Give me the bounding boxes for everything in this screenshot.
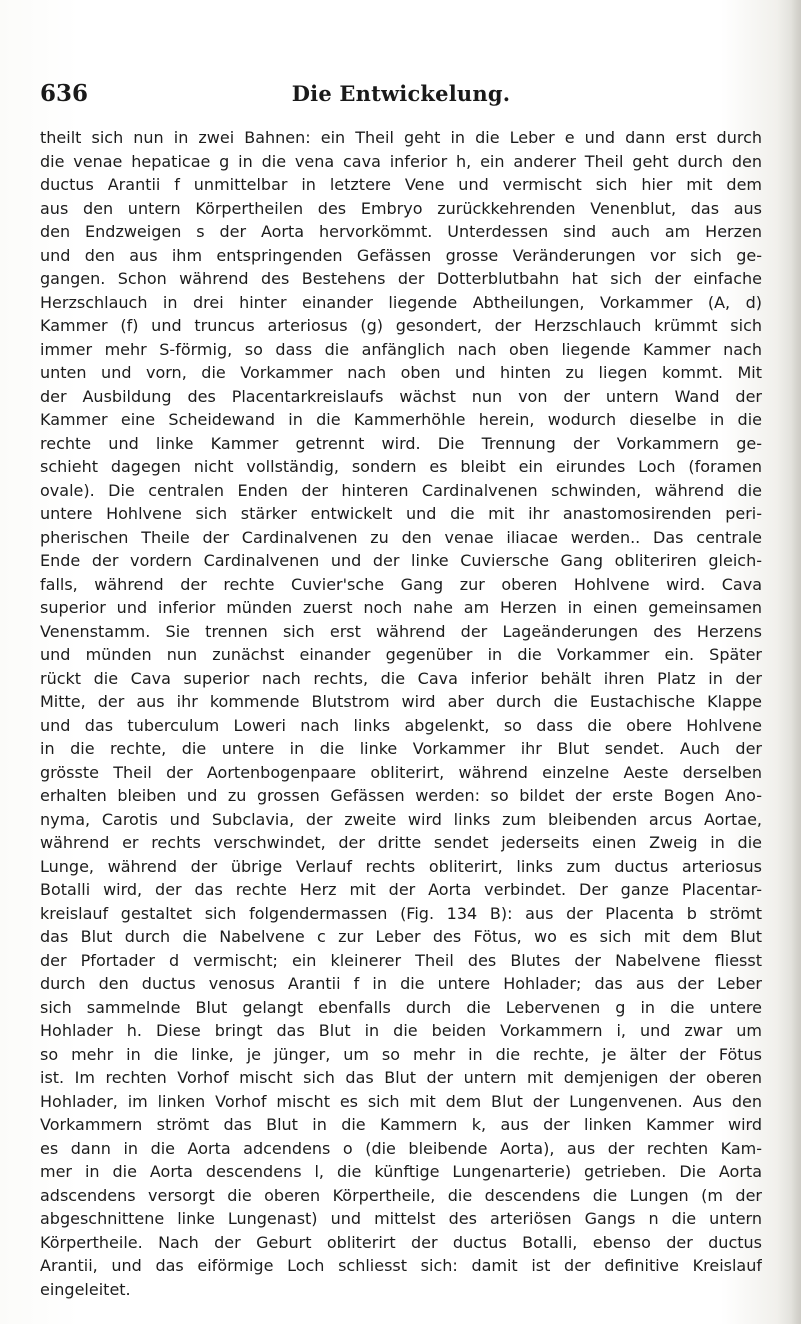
- text-line: Hohlader, im linken Vorhof mischt es sich mit dem Blut der Lungenvenen. Aus den: [40, 1091, 762, 1111]
- text-line: es dann in die Aorta adcendens o (die bleibende Aorta), aus der rechten Kam-: [40, 1138, 762, 1158]
- text-line: adscendens versorgt die oberen Körpertheile, die descendens die Lungen (m der: [40, 1185, 762, 1205]
- text-line: ductus Arantii f unmittelbar in letztere Vene und vermischt sich hier mit dem: [40, 175, 762, 194]
- text-line: eingeleitet.: [40, 1279, 131, 1299]
- text-line: die venae hepaticae g in die vena cava inferior h, ein anderer Theil geht durch den: [40, 151, 762, 171]
- text-line: Ende der vordern Cardinalvenen und der linke Cuviersche Gang obliteriren gleich-: [40, 551, 762, 570]
- text-line: während er rechts verschwindet, der dritte sendet jederseits einen Zweig in die: [40, 833, 762, 852]
- text-line: und den aus ihm entspringenden Gefässen grosse Veränderungen vor sich ge-: [40, 245, 762, 265]
- text-line: Lunge, während der übrige Verlauf rechts obliterirt, links zum ductus arteriosus: [40, 856, 762, 876]
- text-line: der Pfortader d vermischt; ein kleinerer Theil des Blutes der Nabelvene fliesst: [40, 950, 762, 970]
- text-line: das Blut durch die Nabelvene c zur Leber des Fötus, wo es sich mit dem Blut: [40, 927, 762, 946]
- text-line: theilt sich nun in zwei Bahnen: ein Theil geht in die Leber e und dann erst durch: [40, 128, 762, 147]
- text-line: aus den untern Körpertheilen des Embryo zurückkehrenden Venenblut, das aus: [40, 198, 762, 218]
- text-line: erhalten bleiben und zu grossen Gefässen werden: so bildet der erste Bogen Ano-: [40, 786, 762, 805]
- text-line: unten und vorn, die Vorkammer nach oben und hinten zu liegen kommt. Mit: [40, 363, 762, 382]
- text-line: Arantii, und das eiförmige Loch schliesst sich: damit ist der definitive Kreislauf: [40, 1256, 762, 1275]
- text-line: Hohlader h. Diese bringt das Blut in die beiden Vorkammern i, und zwar um: [40, 1021, 762, 1040]
- text-line: Herzschlauch in drei hinter einander liegende Abtheilungen, Vorkammer (A, d): [40, 292, 762, 312]
- text-line: ist. Im rechten Vorhof mischt sich das Blut der untern mit demjenigen der oberen: [40, 1068, 762, 1087]
- text-line: so mehr in die linke, je jünger, um so mehr in die rechte, je älter der Fötus: [40, 1044, 762, 1064]
- text-line: Kammer (f) und truncus arteriosus (g) gesondert, der Herzschlauch krümmt sich: [40, 316, 762, 335]
- text-line: immer mehr S-förmig, so dass die anfänglich nach oben liegende Kammer nach: [40, 339, 762, 359]
- text-line: Körpertheile. Nach der Geburt obliterirt der ductus Botalli, ebenso der ductus: [40, 1232, 762, 1252]
- text-line: Vorkammern strömt das Blut in die Kammern k, aus der linken Kammer wird: [40, 1115, 762, 1134]
- text-line: grösste Theil der Aortenbogenpaare obliterirt, während einzelne Aeste derselben: [40, 762, 762, 782]
- text-line: Venenstamm. Sie trennen sich erst während der Lageänderungen des Herzens: [40, 621, 762, 641]
- text-line: gangen. Schon während des Bestehens der Dotterblutbahn hat sich der einfache: [40, 269, 762, 288]
- text-line: superior und inferior münden zuerst noch nahe am Herzen in einen gemeinsamen: [40, 598, 762, 617]
- page-header: [40, 80, 762, 110]
- text-line: mer in die Aorta descendens l, die künftige Lungenarterie) getrieben. Die Aorta: [40, 1162, 762, 1181]
- text-line: sich sammelnde Blut gelangt ebenfalls durch die Lebervenen g in die untere: [40, 997, 762, 1017]
- text-line: und münden nun zunächst einander gegenüber in die Vorkammer ein. Später: [40, 645, 762, 664]
- text-line: der Ausbildung des Placentarkreislaufs wächst nun von der untern Wand der: [40, 386, 762, 406]
- text-line: schieht dagegen nicht vollständig, sondern es bleibt ein eirundes Loch (foramen: [40, 457, 762, 476]
- text-line: durch den ductus venosus Arantii f in die untere Hohlader; das aus der Leber: [40, 974, 762, 993]
- text-line: kreislauf gestaltet sich folgendermassen (Fig. 134 B): aus der Placenta b strömt: [40, 903, 762, 923]
- text-line: falls, während der rechte Cuvier'sche Gang zur oberen Hohlvene wird. Cava: [40, 574, 762, 594]
- page-number: 636: [40, 80, 89, 107]
- text-line: den Endzweigen s der Aorta hervorkömmt. Unterdessen sind auch am Herzen: [40, 222, 762, 241]
- page-edge-shadow: [791, 0, 801, 1324]
- text-line: untere Hohlvene sich stärker entwickelt und die mit ihr anastomosirenden peri-: [40, 504, 762, 523]
- text-line: pherischen Theile der Cardinalvenen zu den venae iliacae werden.. Das centrale: [40, 527, 762, 547]
- text-line: in die rechte, die untere in die linke Vorkammer ihr Blut sendet. Auch der: [40, 739, 762, 758]
- text-line: rechte und linke Kammer getrennt wird. Die Trennung der Vorkammern ge-: [40, 433, 762, 453]
- text-line: nyma, Carotis und Subclavia, der zweite wird links zum bleibenden arcus Aortae,: [40, 809, 762, 829]
- body-paragraph: [40, 126, 762, 1301]
- text-line: rückt die Cava superior nach rechts, die Cava inferior behält ihren Platz in der: [40, 668, 762, 688]
- text-line: Mitte, der aus ihr kommende Blutstrom wird aber durch die Eustachische Klappe: [40, 692, 762, 711]
- running-title: Die Entwickelung.: [291, 81, 511, 106]
- text-line: und das tuberculum Loweri nach links abgelenkt, so dass die obere Hohlvene: [40, 715, 762, 735]
- text-line: abgeschnittene linke Lungenast) und mittelst des arteriösen Gangs n die untern: [40, 1209, 762, 1228]
- text-line: Botalli wird, der das rechte Herz mit der Aorta verbindet. Der ganze Placentar-: [40, 880, 762, 899]
- text-line: ovale). Die centralen Enden der hinteren Cardinalvenen schwinden, während die: [40, 480, 762, 500]
- text-line: Kammer eine Scheidewand in die Kammerhöhle herein, wodurch dieselbe in die: [40, 410, 762, 429]
